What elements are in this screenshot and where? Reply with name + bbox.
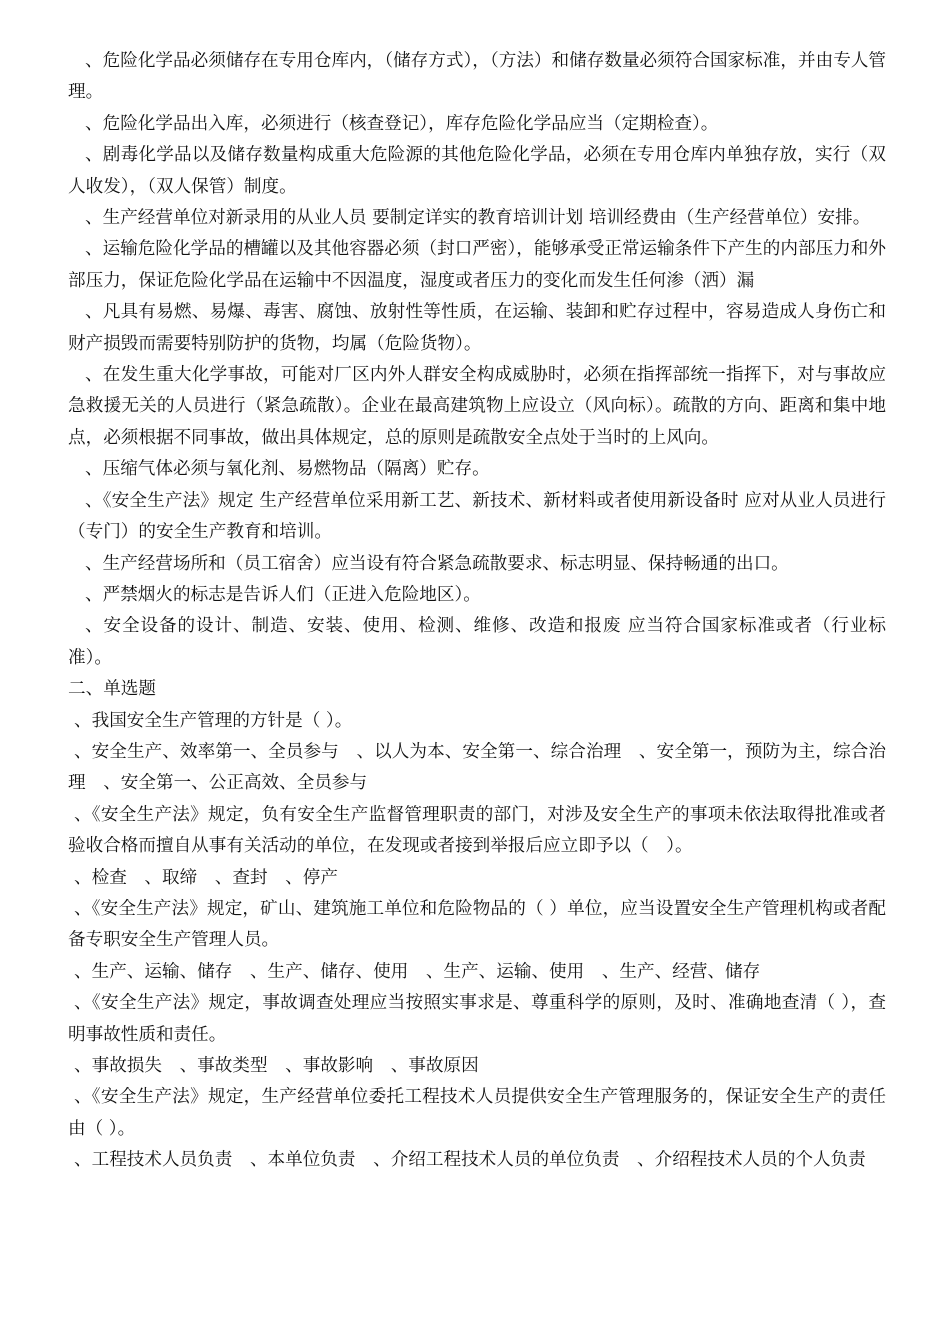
question-1-stem: 、我国安全生产管理的方针是（ ）。 <box>74 710 353 731</box>
question-4-options: 、事故损失 、事故类型 、事故影响 、事故原因 <box>74 1056 479 1076</box>
fill-in-item-2: 、危险化学品出入库，必须进行（核查登记），库存危险化学品应当（定期检查）。 <box>85 113 719 134</box>
fill-in-item-11: 、严禁烟火的标志是告诉人们（正进入危险地区）。 <box>85 584 481 605</box>
question-5-stem: 、《安全生产法》规定，生产经营单位委托工程技术人员提供安全生产管理服务的，保证安全生产的责任由（ ）。 <box>68 1087 886 1139</box>
question-2-options: 、检查 、取缔 、查封 、停产 <box>74 867 338 888</box>
fill-in-item-1: 、危险化学品必须储存在专用仓库内，（储存方式），（方法）和储存数量必须符合国家标准，并由专人管理。 <box>68 51 886 103</box>
question-3-stem: 、《安全生产法》规定，矿山、建筑施工单位和危险物品的（ ）单位，应当设置安全生产管理机构或者配备专职安全生产管理人员。 <box>68 898 886 951</box>
fill-in-item-9: 、《安全生产法》规定 生产经营单位采用新工艺、新技术、新材料或者使用新设备时 应对从业人员进行（专门）的安全生产教育和培训。 <box>68 490 886 543</box>
question-2-stem: 、《安全生产法》规定，负有安全生产监督管理职责的部门，对涉及安全生产的事项未依法取得批准或者验收合格而擅自从事有关活动的单位，在发现或者接到举报后应立即予以（ ）。 <box>68 804 886 857</box>
section-heading: 二、单选题 <box>68 679 156 700</box>
document-page <box>68 46 886 1177</box>
question-4-stem: 、《安全生产法》规定，事故调查处理应当按照实事求是、尊重科学的原则，及时、准确地查清（ ），查明事故性质和责任。 <box>68 993 886 1045</box>
fill-in-item-8: 、压缩气体必须与氧化剂、易燃物品（隔离）贮存。 <box>85 459 490 480</box>
fill-in-item-7: 、在发生重大化学事故，可能对厂区内外人群安全构成威胁时，必须在指挥部统一指挥下，对与事故应急救援无关的人员进行（紧急疏散）。企业在最高建筑物上应设立（风向标）。疏散的方向、距离和集中地点，必须根据不同事故，做出具体规定，总的原则是疏散安全点处于当时的上风向。 <box>68 365 886 448</box>
fill-in-item-4: 、生产经营单位对新录用的从业人员 要制定详实的教育培训计划 培训经费由（生产经营单位）安排。 <box>85 208 871 229</box>
fill-in-item-6: 、凡具有易燃、易爆、毒害、腐蚀、放射性等性质，在运输、装卸和贮存过程中，容易造成人身伤亡和财产损毁而需要特别防护的货物，均属（危险货物）。 <box>68 302 886 354</box>
question-5-options: 、工程技术人员负责 、本单位负责 、介绍工程技术人员的单位负责 、介绍程技术人员的个人负责 <box>74 1150 866 1171</box>
fill-in-item-3: 、剧毒化学品以及储存数量构成重大危险源的其他危险化学品，必须在专用仓库内单独存放，实行（双人收发），（双人保管）制度。 <box>68 145 886 197</box>
question-3-options: 、生产、运输、储存 、生产、储存、使用 、生产、运输、使用 、生产、经营、储存 <box>74 961 761 982</box>
question-1-options: 、安全生产、效率第一、全员参与 、以人为本、安全第一、综合治理 、安全第一，预防为主，综合治理 、安全第一、公正高效、全员参与 <box>68 741 886 794</box>
fill-in-item-12: 、安全设备的设计、制造、安装、使用、检测、维修、改造和报废 应当符合国家标准或者（行业标准）。 <box>68 616 886 668</box>
fill-in-item-10: 、生产经营场所和（员工宿舍）应当设有符合紧急疏散要求、标志明显、保持畅通的出口。 <box>85 553 789 574</box>
fill-in-item-5: 、运输危险化学品的槽罐以及其他容器必须（封口严密），能够承受正常运输条件下产生的内部压力和外部压力，保证危险化学品在运输中不因温度，湿度或者压力的变化而发生任何渗（洒）漏 <box>68 239 886 291</box>
